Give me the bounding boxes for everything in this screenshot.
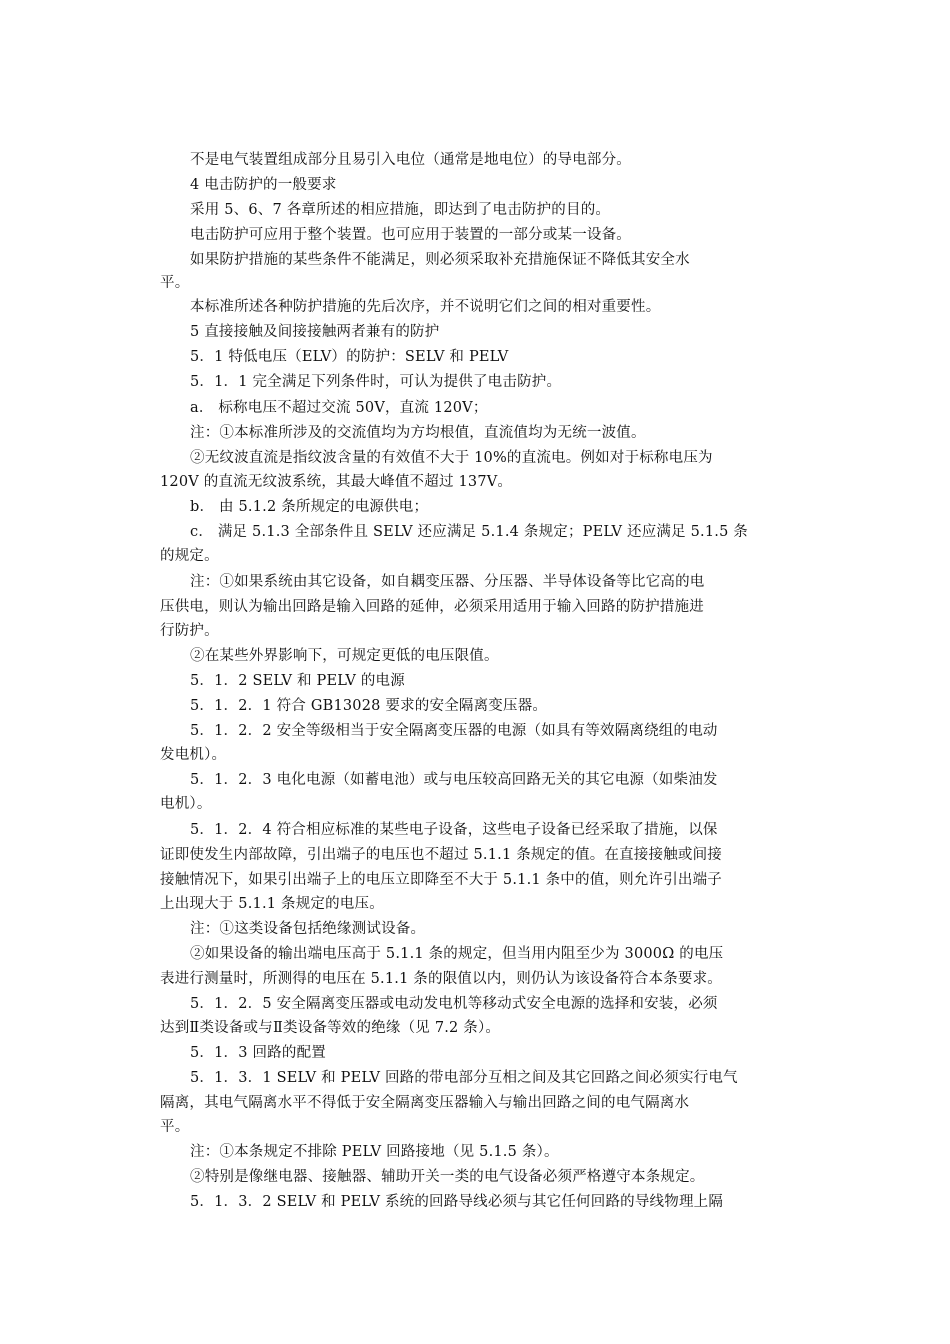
text-line: 电击防护可应用于整个装置。也可应用于装置的一部分或某一设备。 bbox=[190, 227, 631, 243]
note-line: 行防护。 bbox=[160, 623, 219, 639]
text-line: 达到Ⅱ类设备或与Ⅱ类设备等效的绝缘（见 7.2 条）。 bbox=[160, 1020, 501, 1036]
note-line: 注：①如果系统由其它设备，如自耦变压器、分压器、半导体设备等比它高的电 bbox=[190, 574, 705, 590]
text-line: c． 满足 5.1.3 全部条件且 SELV 还应满足 5.1.4 条规定；PELV 还应满足 5.1.5 条 bbox=[190, 524, 749, 540]
text-line: 电机）。 bbox=[160, 796, 212, 812]
text-line: 5．1．2．5 安全隔离变压器或电动发电机等移动式安全电源的选择和安装，必须 bbox=[190, 996, 718, 1012]
text-line: 5．1．3．1 SELV 和 PELV 回路的带电部分互相之间及其它回路之间必须实行电气 bbox=[190, 1070, 738, 1086]
text-line: 的规定。 bbox=[160, 548, 219, 564]
text-line: b． 由 5.1.2 条所规定的电源供电； bbox=[190, 499, 429, 515]
text-line: 接触情况下，如果引出端子上的电压立即降至不大于 5.1.1 条中的值，则允许引出端子 bbox=[160, 872, 723, 888]
note-line: ②在某些外界影响下，可规定更低的电压限值。 bbox=[190, 648, 499, 664]
section-heading: 5．1．2 SELV 和 PELV 的电源 bbox=[190, 673, 405, 689]
section-heading: 5．1．3 回路的配置 bbox=[190, 1045, 326, 1061]
section-heading: 4 电击防护的一般要求 bbox=[190, 177, 337, 193]
note-line: ②如果设备的输出端电压高于 5.1.1 条的规定，但当用内阻至少为 3000Ω 的电压 bbox=[190, 946, 724, 962]
section-heading: 5．1 特低电压（ELV）的防护：SELV 和 PELV bbox=[190, 349, 509, 365]
text-line: 隔离，其电气隔离水平不得低于安全隔离变压器输入与输出回路之间的电气隔离水 bbox=[160, 1095, 690, 1111]
text-line: 5．1．2．1 符合 GB13028 要求的安全隔离变压器。 bbox=[190, 698, 548, 714]
text-line: a． 标称电压不超过交流 50V，直流 120V； bbox=[190, 400, 488, 416]
text-line: 平。 bbox=[160, 1119, 190, 1135]
note-line: 注：①本条规定不排除 PELV 回路接地（见 5.1.5 条）。 bbox=[190, 1144, 559, 1160]
note-line: 压供电，则认为输出回路是输入回路的延伸，必须采用适用于输入回路的防护措施进 bbox=[160, 599, 704, 615]
note-line: 注：①这类设备包括绝缘测试设备。 bbox=[190, 921, 426, 937]
text-line: 采用 5、6、7 各章所述的相应措施，即达到了电击防护的目的。 bbox=[190, 202, 611, 218]
note-line: ②特别是像继电器、接触器、辅助开关一类的电气设备必须严格遵守本条规定。 bbox=[190, 1169, 705, 1185]
text-line: 如果防护措施的某些条件不能满足，则必须采取补充措施保证不降低其安全水 bbox=[190, 252, 690, 268]
note-line: 注：①本标准所涉及的交流值均为方均根值，直流值均为无统一波值。 bbox=[190, 425, 646, 441]
section-heading: 5 直接接触及间接接触两者兼有的防护 bbox=[190, 324, 440, 340]
text-line: 平。 bbox=[160, 275, 190, 291]
text-line: 5．1．2．3 电化电源（如蓄电池）或与电压较高回路无关的其它电源（如柴油发 bbox=[190, 772, 718, 788]
text-line: 上出现大于 5.1.1 条规定的电压。 bbox=[160, 896, 384, 912]
note-line: ②无纹波直流是指纹波含量的有效值不大于 10%的直流电。例如对于标称电压为 bbox=[190, 450, 713, 466]
text-line: 证即使发生内部故障，引出端子的电压也不超过 5.1.1 条规定的值。在直接接触或间接 bbox=[160, 847, 723, 863]
text-line: 本标准所述各种防护措施的先后次序，并不说明它们之间的相对重要性。 bbox=[190, 299, 661, 315]
text-line: 5．1．3．2 SELV 和 PELV 系统的回路导线必须与其它任何回路的导线物理上隔 bbox=[190, 1194, 724, 1210]
note-line: 120V 的直流无纹波系统，其最大峰值不超过 137V。 bbox=[160, 474, 513, 490]
section-heading: 5．1．1 完全满足下列条件时，可认为提供了电击防护。 bbox=[190, 374, 562, 390]
note-line: 表进行测量时，所测得的电压在 5.1.1 条的限值以内，则仍认为该设备符合本条要求。 bbox=[160, 971, 723, 987]
text-line: 5．1．2．2 安全等级相当于安全隔离变压器的电源（如具有等效隔离绕组的电动 bbox=[190, 723, 718, 739]
text-line: 发电机）。 bbox=[160, 747, 227, 763]
text-line: 不是电气装置组成部分且易引入电位（通常是地电位）的导电部分。 bbox=[190, 152, 631, 168]
text-line: 5．1．2．4 符合相应标准的某些电子设备，这些电子设备已经采取了措施，以保 bbox=[190, 822, 718, 838]
